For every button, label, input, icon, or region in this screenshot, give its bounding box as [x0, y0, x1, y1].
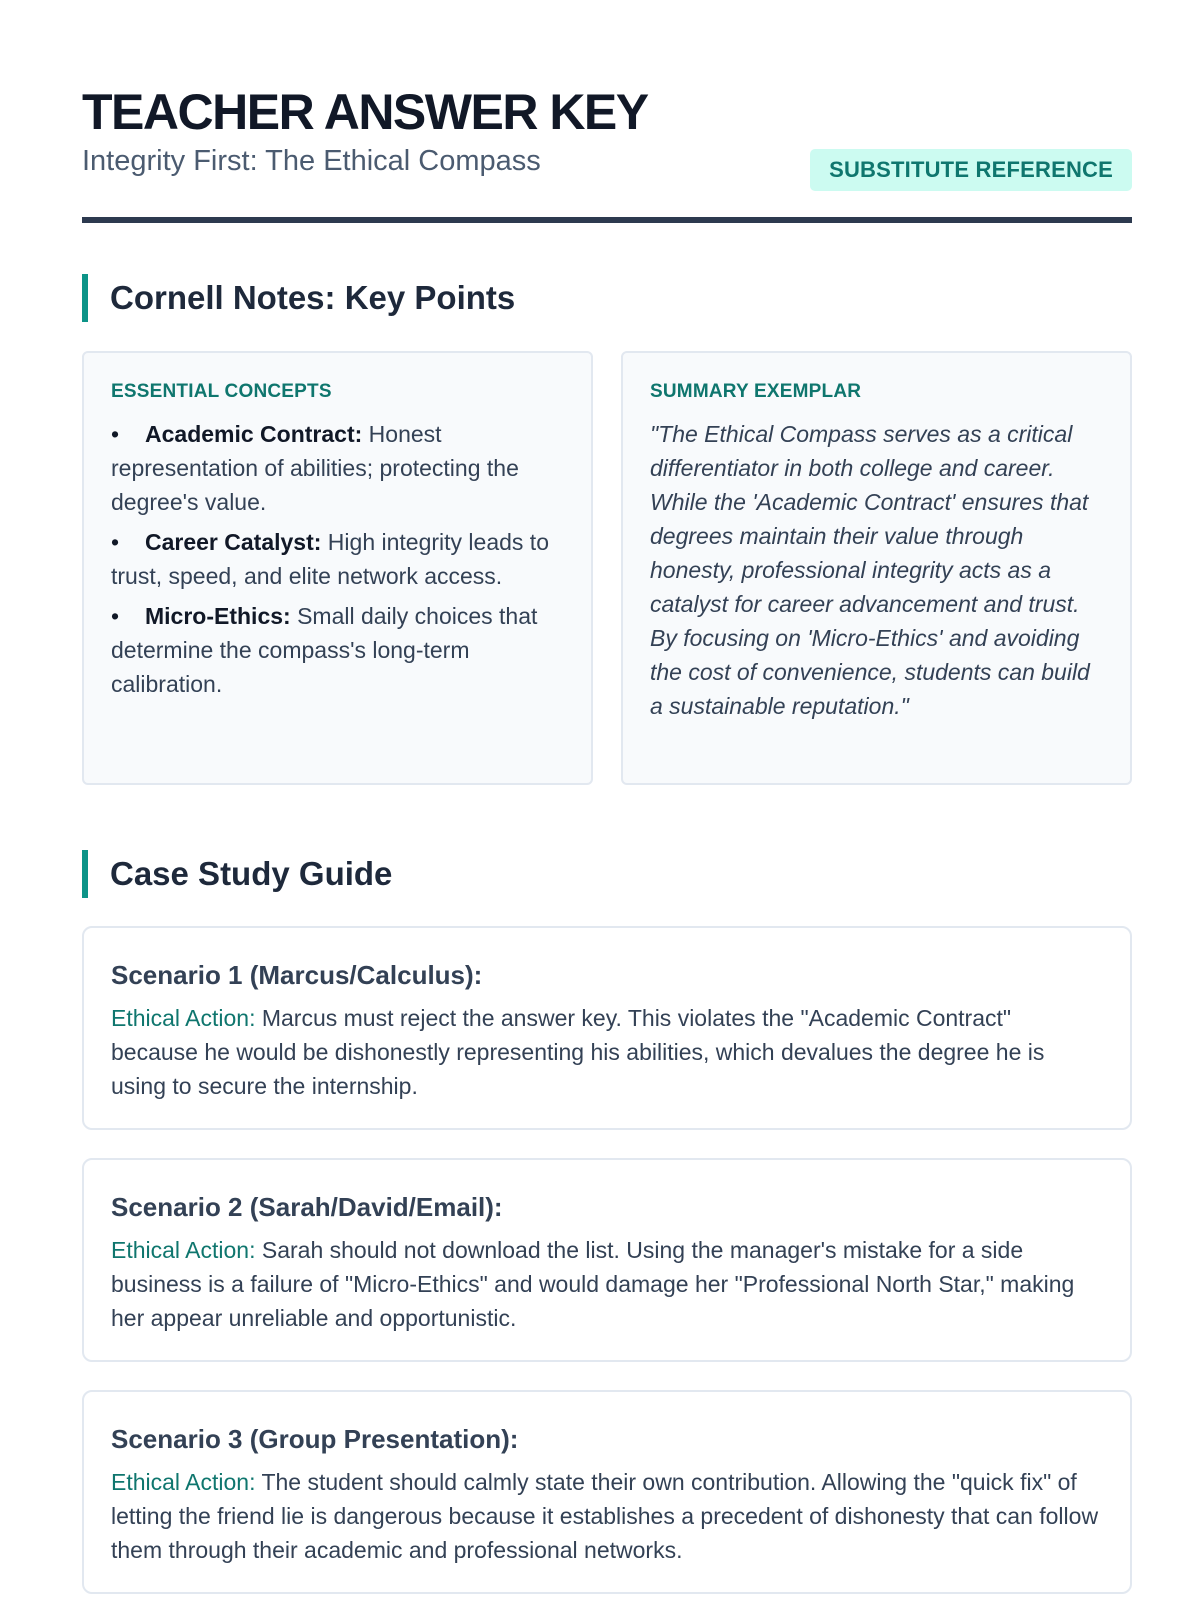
ethical-action-label: Ethical Action: — [111, 1469, 256, 1495]
scenario-title: Scenario 1 (Marcus/Calculus): — [111, 960, 483, 990]
scenario-text: The student should calmly state their own contribution. Allowing the "quick fix" of letting the friend lie is dangerous because it establishes a precedent of dishonesty that can follow them through their academic and professional networks. — [111, 1469, 1099, 1563]
scenario-body — [111, 1233, 1104, 1335]
page-subtitle: Integrity First: The Ethical Compass — [82, 145, 541, 177]
answer-key-page — [82, 0, 1132, 1563]
cornell-notes-heading: Cornell Notes: Key Points — [82, 274, 515, 322]
scenario-card-1 — [82, 926, 1132, 1130]
concept-term: Career Catalyst: — [145, 529, 322, 555]
essential-concepts-box — [82, 351, 593, 785]
scenario-body — [111, 1001, 1104, 1103]
scenario-card-3 — [82, 1390, 1132, 1594]
summary-exemplar-box — [621, 351, 1132, 785]
scenario-title: Scenario 3 (Group Presentation): — [111, 1424, 519, 1454]
scenario-title: Scenario 2 (Sarah/David/Email): — [111, 1192, 503, 1222]
concepts-list — [111, 417, 565, 701]
summary-exemplar-label: SUMMARY EXEMPLAR — [650, 381, 862, 402]
scenario-body — [111, 1465, 1104, 1567]
concept-text: Honest representation of abilities; protecting the degree's value. — [111, 421, 519, 515]
page-title: TEACHER ANSWER KEY — [82, 84, 648, 140]
concept-term: Micro-Ethics: — [145, 603, 291, 629]
bullet-icon: • — [111, 603, 120, 629]
scenario-card-2 — [82, 1158, 1132, 1362]
list-item — [111, 599, 565, 701]
ethical-action-label: Ethical Action: — [111, 1237, 256, 1263]
bullet-icon: • — [111, 529, 120, 555]
case-study-heading: Case Study Guide — [82, 850, 392, 898]
list-item — [111, 525, 565, 593]
header — [82, 0, 1132, 223]
summary-text: "The Ethical Compass serves as a critical differentiator in both college and career. While the 'Academic Contract' ensures that degrees maintain their value through honesty, professional integrity acts as a catalyst for career advancement and trust. By focusing on 'Micro-Ethics' and avoiding the cost of convenience, students can build a sustainable reputation." — [650, 421, 1090, 719]
concept-text: Small daily choices that determine the compass's long-term calibration. — [111, 603, 538, 697]
scenario-text: Sarah should not download the list. Using the manager's mistake for a side business is a failure of "Micro-Ethics" and would damage her "Professional North Star," making her appear unreliable and opportunistic. — [111, 1237, 1075, 1331]
cornell-notes-panel — [82, 351, 1132, 785]
ethical-action-label: Ethical Action: — [111, 1005, 256, 1031]
list-item — [111, 417, 565, 519]
substitute-badge: SUBSTITUTE REFERENCE — [810, 149, 1132, 191]
scenario-text: Marcus must reject the answer key. This violates the "Academic Contract" because he would be dishonestly representing his abilities, which devalues the degree he is using to secure the internship. — [111, 1005, 1045, 1099]
essential-concepts-label: ESSENTIAL CONCEPTS — [111, 381, 332, 402]
bullet-icon: • — [111, 421, 120, 447]
concept-text: High integrity leads to trust, speed, and elite network access. — [111, 529, 549, 589]
concept-term: Academic Contract: — [145, 421, 363, 447]
